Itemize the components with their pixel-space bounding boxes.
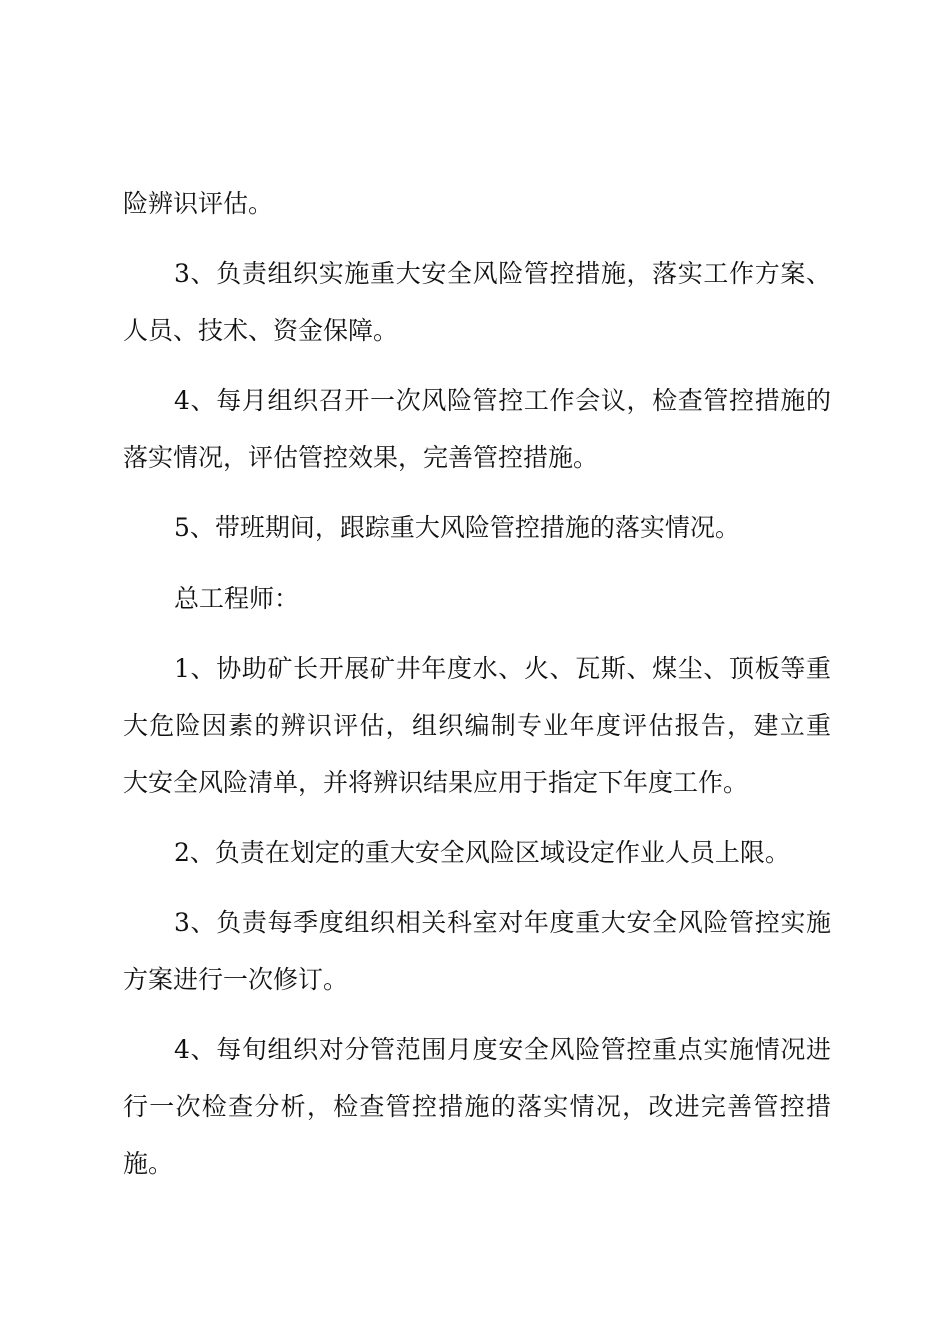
text-line-6: 5、带班期间，跟踪重大风险管控措施的落实情况。 xyxy=(174,513,740,542)
text-line-4: 4、每月组织召开一次风险管控工作会议，检查管控措施的 xyxy=(174,386,831,415)
text-line-10: 大安全风险清单，并将辨识结果应用于指定下年度工作。 xyxy=(123,768,749,797)
section-heading: 总工程师： xyxy=(174,584,300,613)
text-line-16: 施。 xyxy=(123,1149,174,1178)
text-line-9: 大危险因素的辨识评估，组织编制专业年度评估报告，建立重 xyxy=(123,711,831,740)
text-line-5: 落实情况，评估管控效果，完善管控措施。 xyxy=(123,443,599,472)
text-line-15: 行一次检查分析，检查管控措施的落实情况，改进完善管控措 xyxy=(123,1092,831,1121)
text-line-14: 4、每旬组织对分管范围月度安全风险管控重点实施情况进 xyxy=(174,1035,831,1064)
text-line-13: 方案进行一次修订。 xyxy=(123,965,349,994)
text-line-12: 3、负责每季度组织相关科室对年度重大安全风险管控实施 xyxy=(174,908,831,937)
text-line-8: 1、协助矿长开展矿井年度水、火、瓦斯、煤尘、顶板等重 xyxy=(174,654,831,683)
text-line-11: 2、负责在划定的重大安全风险区域设定作业人员上限。 xyxy=(174,838,790,867)
text-line-3: 人员、技术、资金保障。 xyxy=(123,316,399,345)
text-line-1: 险辨识评估。 xyxy=(123,189,274,218)
text-line-2: 3、负责组织实施重大安全风险管控措施，落实工作方案、 xyxy=(174,259,831,288)
